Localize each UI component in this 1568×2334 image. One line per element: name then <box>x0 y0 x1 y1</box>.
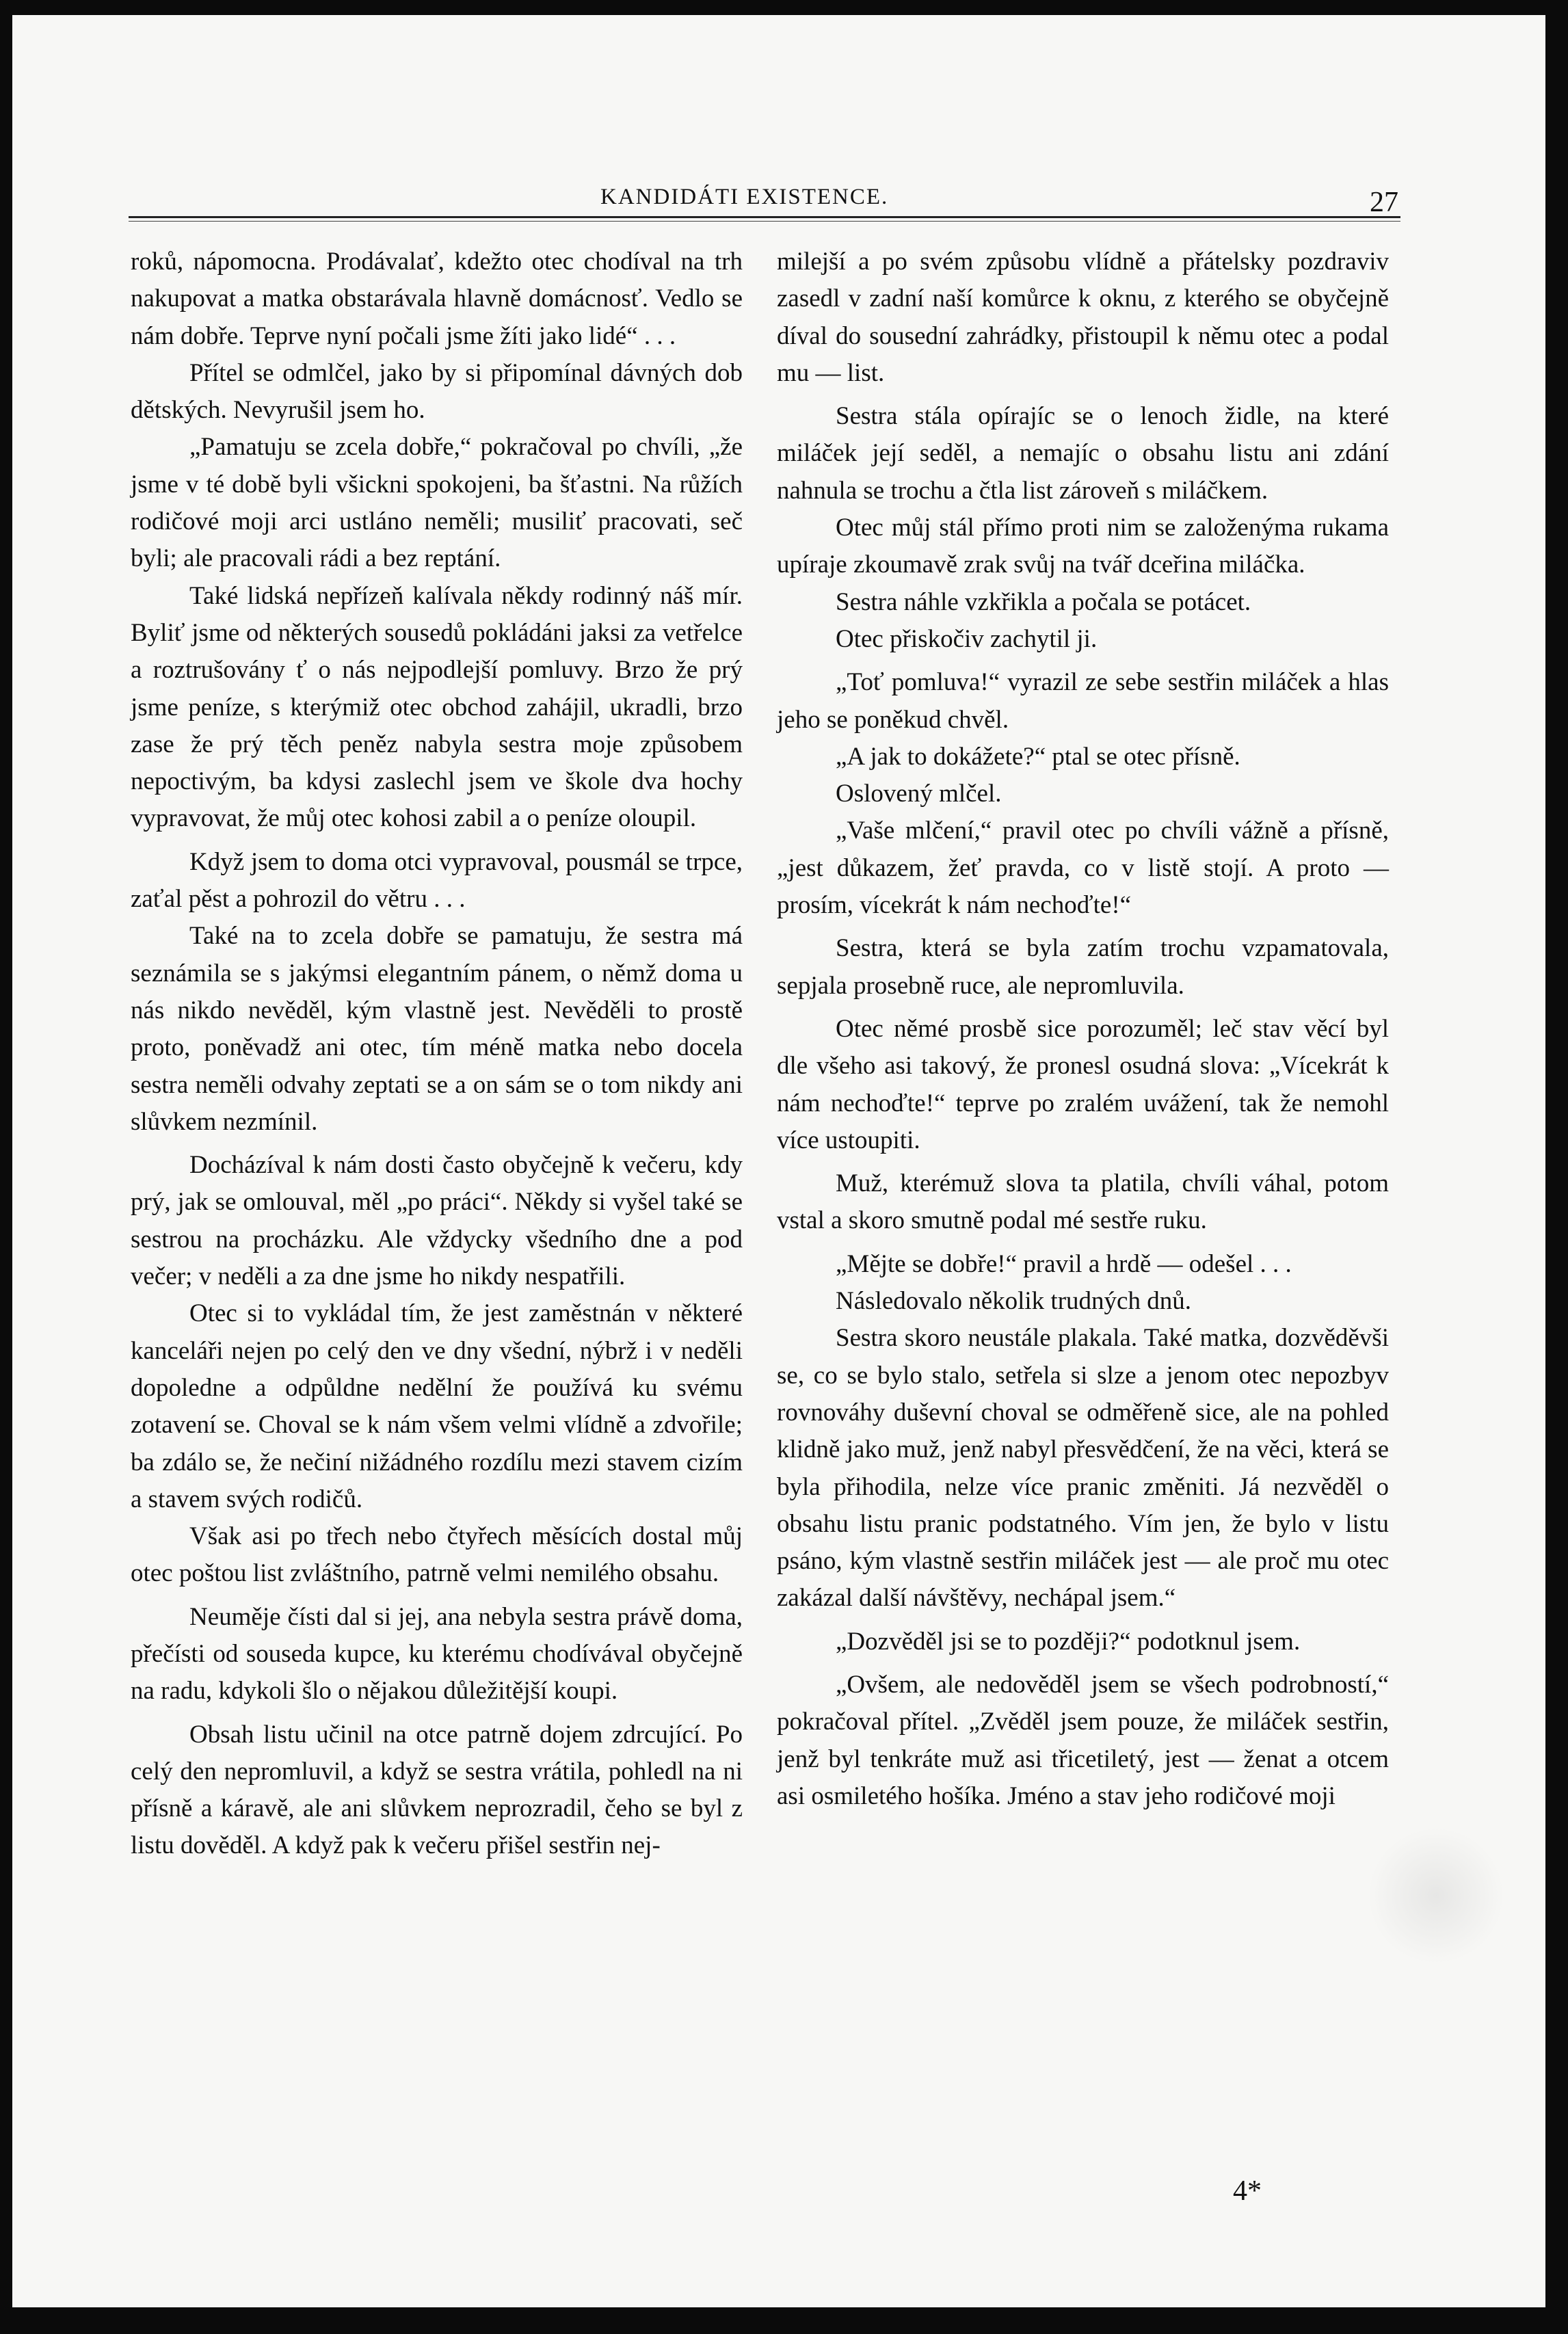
paragraph: Otec přiskočiv zachytil ji. <box>836 624 1098 653</box>
paragraph: Neuměje čísti dal si jej, ana nebyla sestra právě doma, přečísti od souseda kupce, ku kterému chodívával obyčejně na radu, kdykoli šlo o nějakou důležitější koupi. <box>131 1602 743 1706</box>
paragraph: Sestra skoro neustále plakala. Také matka, dozvěděvši se, co se bylo stalo, setřela si slze a jenom otec nepozbyv rovnováhy duševní choval se odměřeně sice, ale na pohled klidně jako muž, jenž nabyl přesvědčení, že na věci, která se byla přihodila, nelze více pranic změniti. Já nezvěděl o obsahu listu pranic podstatného. Vím jen, že bylo v listu psáno, kým vlastně sestřin miláček jest — ale proč mu otec zakázal další návštěvy, nechápal jsem.“ <box>777 1324 1389 1613</box>
paragraph: Oslovený mlčel. <box>836 780 1002 808</box>
header-rule <box>129 216 1400 222</box>
paragraph: „Ovšem, ale nedověděl jsem se všech podrobností,“ pokračoval přítel. „Zvěděl jsem pouze, že miláček sestřin, jenž byl tenkráte muž asi třicetiletý, jest — ženat a otcem asi osmiletého hošíka. Jméno a stav jeho rodičové moji <box>777 1670 1389 1810</box>
left-column <box>131 243 743 1865</box>
paragraph: Přítel se odmlčel, jako by si připomínal dávných dob dětských. Nevyrušil jsem ho. <box>131 358 743 425</box>
paragraph: „Vaše mlčení,“ pravil otec po chvíli vážně a přísně, „jest důkazem, žeť pravda, co v listě stojí. A proto — prosím, vícekrát k nám nechoďte!“ <box>777 817 1389 920</box>
paragraph: Otec němé prosbě sice porozuměl; leč stav věcí byl dle všeho asi takový, že pronesl osudná slova: „Vícekrát k nám nechoďte!“ teprve po zralém uvážení, tak že nemohl více ustoupiti. <box>777 1014 1389 1154</box>
paragraph: „Toť pomluva!“ vyrazil ze sebe sestřin miláček a hlas jeho se poněkud chvěl. <box>777 668 1389 734</box>
signature-mark: 4* <box>1233 2175 1262 2207</box>
right-column <box>777 243 1389 1815</box>
paragraph: Sestra, která se byla zatím trochu vzpamatovala, sepjala prosebně ruce, ale nepromluvila. <box>777 934 1389 1000</box>
paragraph: Obsah listu učinil na otce patrně dojem zdrcující. Po celý den nepromluvil, a když se sestra vrátila, pohledl na ni přísně a káravě, ale ani slůvkem neprozradil, čeho se byl z listu dověděl. A když pak k večeru přišel sestřin nej- <box>131 1720 743 1860</box>
paragraph: Také lidská nepřízeň kalívala někdy rodinný náš mír. Byliť jsme od některých sousedů pokládáni jaksi za vetřelce a roztrušovány ť o nás nejpodlejší pomluvy. Brzo že prý jsme peníze, s kterýmiž otec obchod zahájil, ukradli, brzo zase že prý těch peněz nabyla sestra moje způsobem nepoctivým, ba kdysi zaslechl jsem ve škole dva hochy vypravovat, že můj otec kohosi zabil a o peníze oloupil. <box>131 581 743 833</box>
running-header: KANDIDÁTI EXISTENCE. <box>600 185 889 209</box>
paragraph: milejší a po svém způsobu vlídně a přátelsky pozdraviv zasedl v zadní naší komůrce k oknu, z kterého se obyčejně díval do sousední zahrádky, přistoupil k němu otec a podal mu — list. <box>777 248 1389 387</box>
page-number: 27 <box>1370 187 1398 218</box>
paragraph: „Dozvěděl jsi se to později?“ podotknul jsem. <box>836 1627 1301 1656</box>
paper-stain <box>1368 1827 1504 1964</box>
paragraph: Sestra náhle vzkřikla a počala se potácet. <box>836 587 1251 616</box>
paragraph: roků, nápomocna. Prodávalať, kdežto otec chodíval na trh nakupovat a matka obstarávala hlavně domácnosť. Vedlo se nám dobře. Teprve nyní počali jsme žíti jako lidé“ . . . <box>131 248 743 350</box>
paragraph: „Pamatuju se zcela dobře,“ pokračoval po chvíli, „že jsme v té době byli všickni spokojeni, ba šťastni. Na růžích rodičové moji arci ustláno neměli; musiliť pracovati, seč byli; ale pracovali rádi a bez reptání. <box>131 433 743 573</box>
paragraph: Následovalo několik trudných dnů. <box>836 1287 1191 1316</box>
paragraph: Když jsem to doma otci vypravoval, pousmál se trpce, zaťal pěst a pohrozil do větru . . . <box>131 847 743 914</box>
paragraph: Docházíval k nám dosti často obyčejně k večeru, kdy prý, jak se omlouval, měl „po práci“. Někdy si vyšel také se sestrou na procházku. Ale vždycky všedního dne a pod večer; v neděli a za dne jsme ho nikdy nespatřili. <box>131 1151 743 1291</box>
paragraph: Sestra stála opírajíc se o lenoch židle, na které miláček její seděl, a nemajíc o obsahu listu ani zdání nahnula se trochu a čtla list zároveň s miláčkem. <box>777 402 1389 505</box>
paragraph: Také na to zcela dobře se pamatuju, že sestra má seznámila se s jakýmsi elegantním pánem, o němž doma u nás nikdo nevěděl, kým vlastně jest. Nevěděli to prostě proto, poněvadž ani otec, tím méně matka nebo docela sestra neměli odvahy zeptati se a on sám se o tom nikdy ani slůvkem nezmínil. <box>131 922 743 1136</box>
paragraph: Otec si to vykládal tím, že jest zaměstnán v některé kanceláři nejen po celý den ve dny všední, nýbrž i v neděli dopoledne a odpůldne nedělní že používá ku svému zotavení se. Choval se k nám všem velmi vlídně a zdvořile; ba zdálo se, že nečiní nižádného rozdílu mezi stavem cizím a stavem svých rodičů. <box>131 1299 743 1513</box>
paragraph: Však asi po třech nebo čtyřech měsících dostal můj otec poštou list zvláštního, patrně velmi nemilého obsahu. <box>131 1522 743 1588</box>
paragraph: „Mějte se dobře!“ pravil a hrdě — odešel . . . <box>836 1249 1292 1278</box>
book-page <box>12 15 1545 2307</box>
paragraph: „A jak to dokážete?“ ptal se otec přísně. <box>836 742 1240 771</box>
paragraph: Otec můj stál přímo proti nim se založenýma rukama upíraje zkoumavě zrak svůj na tvář dceřina miláčka. <box>777 514 1389 579</box>
paragraph: Muž, kterémuž slova ta platila, chvíli váhal, potom vstal a skoro smutně podal mé sestře ruku. <box>777 1169 1389 1235</box>
